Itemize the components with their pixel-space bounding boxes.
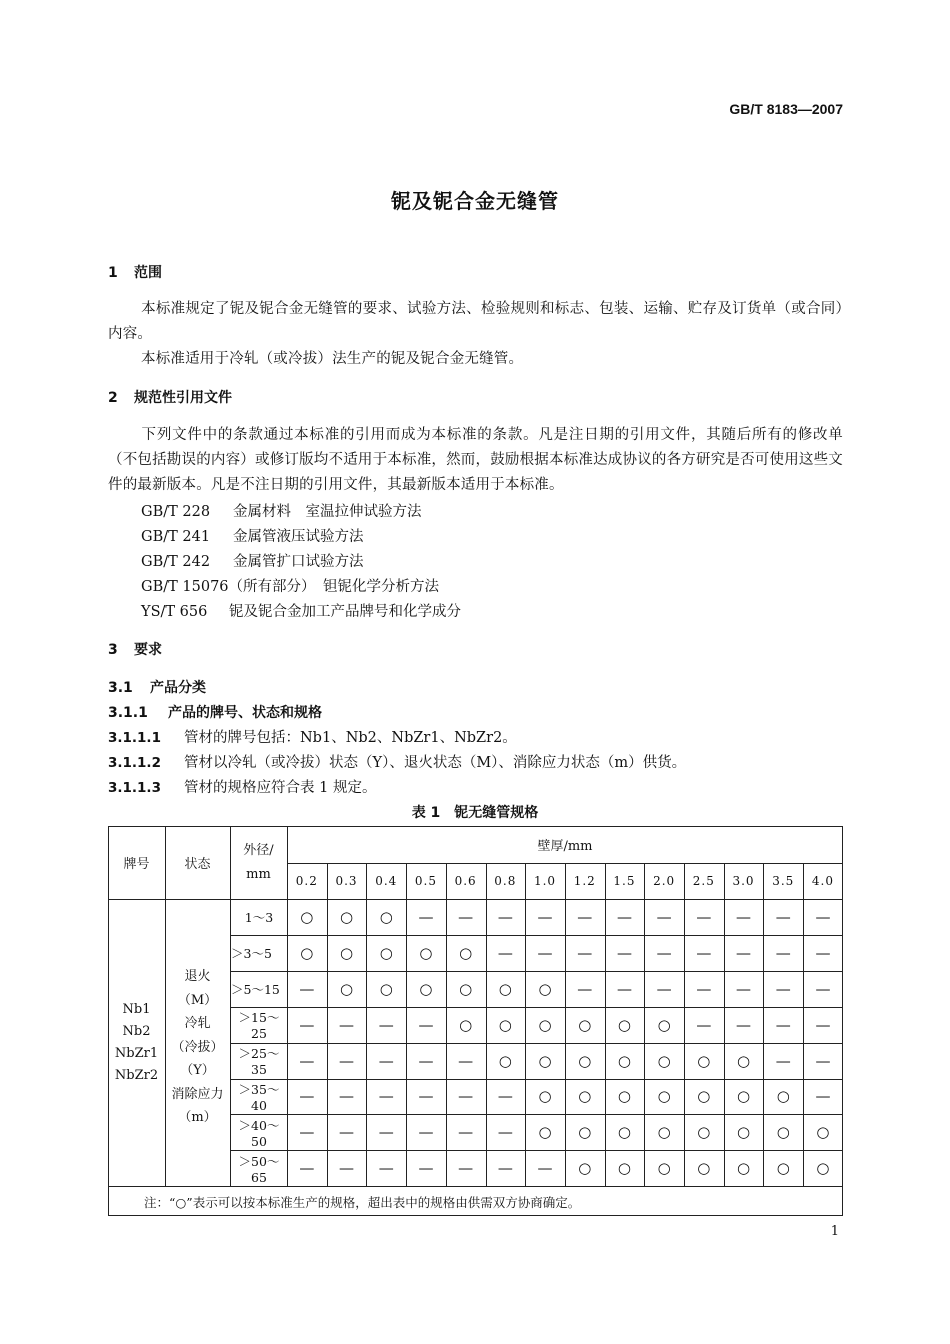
unavailable-mark: —	[815, 1051, 831, 1070]
outer-diameter-cell: ＞15～25	[238, 1010, 280, 1042]
header-wall-thickness: 壁厚/mm	[537, 839, 593, 854]
unavailable-mark: —	[537, 943, 553, 962]
clause-text: 管材以冷轧（或冷拔）状态（Y）、退火状态（M）、消除应力状态（m）供货。	[184, 755, 687, 771]
unavailable-mark: —	[418, 907, 434, 926]
available-mark: ○	[657, 1015, 671, 1034]
state-list	[165, 899, 230, 1186]
outer-diameter-cell: 1～3	[244, 909, 274, 925]
header-thickness-cell: 0.3	[335, 874, 358, 888]
header-thickness-cell: 2.5	[692, 874, 715, 888]
reference-code: GB/T 241	[141, 529, 211, 545]
section-3-1-title: 产品分类	[150, 680, 206, 696]
unavailable-mark: —	[418, 1159, 434, 1178]
reference-item	[141, 600, 461, 621]
available-mark: ○	[617, 1015, 631, 1034]
unavailable-mark: —	[775, 943, 791, 962]
clause-number: 3.1.1.1	[108, 730, 161, 746]
unavailable-mark: —	[299, 1051, 315, 1070]
section-1-paragraph-1	[108, 297, 843, 347]
section-1-number: 1	[108, 265, 118, 281]
unavailable-mark: —	[378, 1051, 394, 1070]
unavailable-mark: —	[418, 1051, 434, 1070]
section-2-paragraph	[108, 423, 843, 498]
unavailable-mark: —	[299, 1123, 315, 1142]
unavailable-mark: —	[775, 1051, 791, 1070]
available-mark: ○	[578, 1159, 592, 1178]
unavailable-mark: —	[775, 1015, 791, 1034]
unavailable-mark: —	[736, 1015, 752, 1034]
state-item: 退火	[184, 969, 211, 985]
header-thickness-cell: 3.0	[732, 874, 755, 888]
unavailable-mark: —	[299, 1159, 315, 1178]
available-mark: ○	[339, 907, 354, 926]
unavailable-mark: —	[775, 907, 791, 926]
unavailable-mark: —	[736, 943, 752, 962]
available-mark: ○	[459, 979, 473, 998]
state-item: 冷轧	[184, 1016, 211, 1032]
unavailable-mark: —	[656, 943, 672, 962]
unavailable-mark: —	[378, 1159, 394, 1178]
unavailable-mark: —	[339, 1159, 355, 1178]
unavailable-mark: —	[378, 1015, 394, 1034]
unavailable-mark: —	[497, 1159, 513, 1178]
state-item: （Y）	[180, 1063, 215, 1079]
unavailable-mark: —	[378, 1123, 394, 1142]
available-mark: ○	[379, 979, 393, 998]
unavailable-mark: —	[458, 1051, 474, 1070]
clause-number: 3.1.1.3	[108, 780, 161, 796]
available-mark: ○	[300, 943, 314, 962]
available-mark: ○	[657, 1087, 671, 1106]
available-mark: ○	[538, 1087, 552, 1106]
state-item: （m）	[178, 1110, 217, 1126]
clause-text: 管材的规格应符合表 1 规定。	[184, 780, 377, 796]
outer-diameter-cell: ＞25～35	[238, 1046, 280, 1078]
unavailable-mark: —	[696, 1015, 712, 1034]
unavailable-mark: —	[537, 907, 553, 926]
unavailable-mark: —	[577, 979, 593, 998]
grade-item: Nb2	[122, 1023, 151, 1039]
available-mark: ○	[538, 1123, 552, 1142]
unavailable-mark: —	[577, 907, 593, 926]
standard-code: GB/T 8183—2007	[729, 101, 843, 117]
available-mark: ○	[776, 1087, 790, 1106]
header-state: 状态	[184, 857, 211, 872]
section-1-paragraph-2	[108, 347, 843, 372]
section-3-title: 要求	[134, 642, 162, 658]
available-mark: ○	[300, 907, 314, 926]
unavailable-mark: —	[339, 1051, 355, 1070]
unavailable-mark: —	[497, 943, 513, 962]
header-grade: 牌号	[123, 857, 150, 872]
table-note: 注：“○”表示可以按本标准生产的规格，超出表中的规格由供需双方协商确定。	[144, 1195, 581, 1210]
available-mark: ○	[419, 943, 433, 962]
header-od-line2: mm	[246, 866, 271, 882]
available-mark: ○	[379, 943, 393, 962]
clause-item	[108, 751, 686, 772]
reference-name: 铌及铌合金加工产品牌号和化学成分	[229, 604, 461, 620]
reference-name: 金属材料 室温拉伸试验方法	[233, 504, 422, 520]
unavailable-mark: —	[458, 1123, 474, 1142]
clause-text: 管材的牌号包括：Nb1、Nb2、NbZr1、NbZr2。	[184, 730, 517, 746]
section-3-1-heading	[108, 677, 206, 697]
document-title: 铌及铌合金无缝管	[391, 189, 559, 213]
header-thickness-cell: 0.6	[454, 874, 477, 888]
grade-item: NbZr1	[114, 1045, 159, 1061]
reference-item	[141, 500, 422, 521]
available-mark: ○	[538, 1051, 552, 1070]
available-mark: ○	[657, 1159, 671, 1178]
available-mark: ○	[538, 979, 552, 998]
reference-code: YS/T 656	[141, 604, 208, 620]
available-mark: ○	[498, 1051, 512, 1070]
state-item: 消除应力	[171, 1086, 224, 1102]
available-mark: ○	[816, 1123, 830, 1142]
header-outer-diameter	[230, 826, 287, 899]
unavailable-mark: —	[656, 907, 672, 926]
spec-table	[108, 826, 843, 1216]
unavailable-mark: —	[577, 943, 593, 962]
reference-code: GB/T 15076（所有部分）	[141, 579, 316, 595]
header-thickness-cell: 0.8	[494, 874, 517, 888]
available-mark: ○	[578, 1087, 592, 1106]
section-3-1-number: 3.1	[108, 680, 133, 696]
state-item: （冷拔）	[171, 1039, 224, 1055]
available-mark: ○	[736, 1123, 751, 1142]
reference-name: 金属管扩口试验方法	[233, 554, 364, 570]
unavailable-mark: —	[299, 1015, 315, 1034]
section-1-paragraph-1-text: 本标准规定了铌及铌合金无缝管的要求、试验方法、检验规则和标志、包装、运输、贮存及订货单（或合同）内容。	[108, 301, 843, 342]
unavailable-mark: —	[656, 979, 672, 998]
header-thickness-cell: 1.0	[533, 874, 557, 888]
section-1-paragraph-2-text: 本标准适用于冷轧（或冷拔）法生产的铌及铌合金无缝管。	[141, 351, 524, 367]
unavailable-mark: —	[815, 907, 831, 926]
unavailable-mark: —	[616, 907, 632, 926]
available-mark: ○	[697, 1051, 711, 1070]
unavailable-mark: —	[696, 907, 712, 926]
header-thickness-cell: 0.4	[375, 874, 398, 888]
unavailable-mark: —	[616, 979, 632, 998]
unavailable-mark: —	[815, 1087, 831, 1106]
unavailable-mark: —	[339, 1015, 355, 1034]
reference-code: GB/T 242	[141, 554, 211, 570]
outer-diameter-cell: ＞35～40	[238, 1081, 280, 1113]
unavailable-mark: —	[815, 1015, 831, 1034]
unavailable-mark: —	[378, 1087, 394, 1106]
available-mark: ○	[697, 1123, 711, 1142]
outer-diameter-cell: ＞50～65	[238, 1153, 280, 1185]
page-number: 1	[830, 1224, 839, 1239]
available-mark: ○	[498, 979, 512, 998]
available-mark: ○	[697, 1087, 711, 1106]
unavailable-mark: —	[736, 907, 752, 926]
unavailable-mark: —	[418, 1087, 434, 1106]
header-thickness-cell: 4.0	[811, 874, 834, 888]
header-thickness-cell: 2.0	[653, 874, 676, 888]
outer-diameter-cell: ＞3～5	[231, 945, 272, 961]
available-mark: ○	[776, 1123, 790, 1142]
available-mark: ○	[736, 1159, 751, 1178]
grade-item: NbZr2	[114, 1067, 159, 1083]
section-2-heading	[108, 387, 232, 407]
reference-item	[141, 550, 364, 571]
unavailable-mark: —	[537, 1159, 553, 1178]
unavailable-mark: —	[339, 1123, 355, 1142]
unavailable-mark: —	[736, 979, 752, 998]
available-mark: ○	[339, 943, 354, 962]
section-3-1-1-heading	[108, 702, 322, 722]
available-mark: ○	[498, 1015, 512, 1034]
available-mark: ○	[578, 1051, 592, 1070]
unavailable-mark: —	[418, 1015, 434, 1034]
unavailable-mark: —	[458, 1087, 474, 1106]
unavailable-mark: —	[497, 907, 513, 926]
available-mark: ○	[379, 907, 393, 926]
available-mark: ○	[617, 1123, 631, 1142]
table-caption: 表 1 铌无缝管规格	[411, 805, 539, 821]
available-mark: ○	[578, 1015, 592, 1034]
section-3-number: 3	[108, 642, 118, 658]
unavailable-mark: —	[458, 1159, 474, 1178]
unavailable-mark: —	[299, 1087, 315, 1106]
available-mark: ○	[617, 1051, 631, 1070]
header-thickness-cell: 1.5	[613, 874, 636, 888]
unavailable-mark: —	[299, 979, 315, 998]
available-mark: ○	[459, 1015, 473, 1034]
section-3-heading	[108, 639, 162, 659]
header-thickness-cell: 1.2	[573, 874, 596, 888]
available-mark: ○	[736, 1087, 751, 1106]
column-divider	[165, 826, 166, 1186]
unavailable-mark: —	[775, 979, 791, 998]
available-mark: ○	[736, 1051, 751, 1070]
unavailable-mark: —	[497, 1087, 513, 1106]
unavailable-mark: —	[696, 943, 712, 962]
available-mark: ○	[339, 979, 354, 998]
available-mark: ○	[538, 1015, 552, 1034]
available-mark: ○	[459, 943, 473, 962]
unavailable-mark: —	[497, 1123, 513, 1142]
available-mark: ○	[657, 1123, 671, 1142]
outer-diameter-cell: ＞5～15	[231, 981, 280, 997]
outer-diameter-cell: ＞40～50	[238, 1117, 280, 1149]
available-mark: ○	[776, 1159, 790, 1178]
reference-name: 金属管液压试验方法	[233, 529, 364, 545]
available-mark: ○	[419, 979, 433, 998]
available-mark: ○	[657, 1051, 671, 1070]
clause-number: 3.1.1.2	[108, 755, 161, 771]
section-3-1-1-title: 产品的牌号、状态和规格	[168, 705, 322, 721]
available-mark: ○	[578, 1123, 592, 1142]
available-mark: ○	[617, 1087, 631, 1106]
unavailable-mark: —	[418, 1123, 434, 1142]
section-2-paragraph-text: 下列文件中的条款通过本标准的引用而成为本标准的条款。凡是注日期的引用文件，其随后所有的修改单（不包括勘误的内容）或修订版均不适用于本标准，然而，鼓励根据本标准达成协议的各方研究是否可使用这些文件的最新版本。凡是不注日期的引用文件，其最新版本适用于本标准。	[108, 427, 843, 493]
available-mark: ○	[816, 1159, 830, 1178]
unavailable-mark: —	[458, 907, 474, 926]
header-thickness-cell: 0.5	[414, 874, 437, 888]
unavailable-mark: —	[616, 943, 632, 962]
header-thickness-cell: 0.2	[295, 874, 318, 888]
reference-code: GB/T 228	[141, 504, 211, 520]
grade-item: Nb1	[122, 1001, 151, 1017]
unavailable-mark: —	[696, 979, 712, 998]
reference-name: 钽铌化学分析方法	[323, 579, 439, 595]
available-mark: ○	[617, 1159, 631, 1178]
unavailable-mark: —	[815, 979, 831, 998]
section-3-1-1-number: 3.1.1	[108, 705, 148, 721]
section-1-heading	[108, 262, 162, 282]
reference-item	[141, 575, 439, 596]
header-thickness-cell: 3.5	[772, 874, 795, 888]
state-item: （M）	[177, 992, 218, 1008]
unavailable-mark: —	[815, 943, 831, 962]
available-mark: ○	[697, 1159, 711, 1178]
section-1-title: 范围	[134, 265, 162, 281]
clause-item	[108, 726, 517, 747]
unavailable-mark: —	[339, 1087, 355, 1106]
row-divider	[108, 1186, 843, 1187]
clause-item	[108, 776, 376, 797]
section-2-number: 2	[108, 390, 118, 406]
grade-list	[108, 899, 165, 1186]
header-od-line1: 外径/	[243, 842, 274, 858]
reference-item	[141, 525, 364, 546]
section-2-title: 规范性引用文件	[134, 390, 232, 406]
